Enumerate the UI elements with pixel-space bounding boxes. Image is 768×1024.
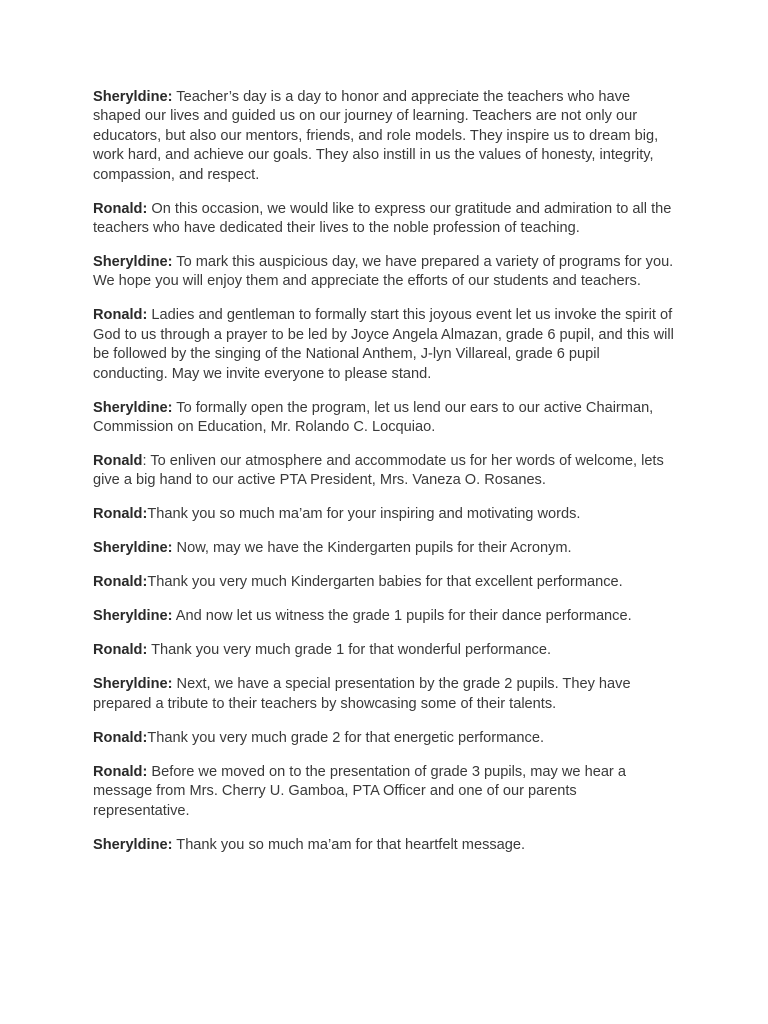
dialogue-paragraph [93, 573, 675, 592]
dialogue-text: Thank you so much ma’am for your inspiring and motivating words. [147, 506, 581, 523]
speaker-name: Sheryldine: [93, 608, 173, 625]
speaker-name: Ronald: [93, 763, 148, 780]
dialogue-paragraph [93, 88, 675, 185]
speaker-name: Sheryldine: [93, 254, 173, 271]
dialogue-text: Teacher’s day is a day to honor and appreciate the teachers who have shaped our lives and guided us on our journey of learning. Teachers are not only our educators, but also our mentors, friends, and role models. They inspire us to dream big, work hard, and achieve our goals. They also instill in us the values of honesty, integrity, compassion, and respect. [93, 89, 659, 183]
dialogue-paragraph [93, 539, 675, 558]
dialogue-text: Ladies and gentleman to formally start this joyous event let us invoke the spirit of God to us through a prayer to be led by Joyce Angela Almazan, grade 6 pupil, and this will be followed by the singing of the National Anthem, J-lyn Villareal, grade 6 pupil conducting. May we invite everyone to please stand. [93, 307, 674, 382]
speaker-name: Ronald: [93, 506, 148, 523]
dialogue-text: Thank you very much Kindergarten babies for that excellent performance. [147, 574, 623, 591]
speaker-name: Ronald: [93, 200, 148, 217]
speaker-name: Ronald: [93, 642, 148, 659]
dialogue-text: Thank you so much ma’am for that heartfelt message. [172, 836, 526, 853]
speaker-name: Sheryldine: [93, 676, 173, 693]
speaker-name: Ronald: [93, 574, 148, 591]
document-page [93, 88, 675, 870]
dialogue-paragraph [93, 607, 675, 626]
dialogue-paragraph [93, 306, 675, 384]
dialogue-text: And now let us witness the grade 1 pupils for their dance performance. [172, 608, 632, 625]
dialogue-paragraph [93, 729, 675, 748]
dialogue-paragraph [93, 452, 675, 491]
dialogue-paragraph [93, 836, 675, 855]
dialogue-paragraph [93, 253, 675, 292]
dialogue-text: Next, we have a special presentation by the grade 2 pupils. They have prepared a tribute to their teachers by showcasing some of their talents. [93, 676, 631, 712]
speaker-name: Sheryldine: [93, 89, 173, 105]
dialogue-paragraph [93, 763, 675, 821]
dialogue-text: Thank you very much grade 1 for that wonderful performance. [147, 642, 552, 659]
dialogue-paragraph [93, 675, 675, 714]
dialogue-text: On this occasion, we would like to express our gratitude and admiration to all the teachers who have dedicated their lives to the noble profession of teaching. [93, 200, 672, 237]
speaker-name: Ronald [93, 453, 143, 470]
speaker-name: Sheryldine: [93, 540, 173, 557]
speaker-name: Sheryldine: [93, 836, 173, 853]
speaker-name: Ronald: [93, 307, 148, 324]
dialogue-text: To mark this auspicious day, we have prepared a variety of programs for you. We hope you will enjoy them and appreciate the efforts of our students and teachers. [93, 254, 674, 290]
dialogue-paragraph [93, 505, 675, 524]
dialogue-paragraph [93, 641, 675, 660]
dialogue-text: To formally open the program, let us lend our ears to our active Chairman, Commission on Education, Mr. Rolando C. Locquiao. [93, 399, 654, 436]
dialogue-paragraph [93, 399, 675, 438]
dialogue-text: Thank you very much grade 2 for that energetic performance. [147, 729, 544, 746]
dialogue-paragraph [93, 200, 675, 239]
dialogue-text: Now, may we have the Kindergarten pupils for their Acronym. [172, 540, 572, 557]
speaker-name: Sheryldine: [93, 399, 173, 416]
speaker-name: Ronald: [93, 729, 148, 746]
dialogue-text: : To enliven our atmosphere and accommodate us for her words of welcome, lets give a big hand to our active PTA President, Mrs. Vaneza O. Rosanes. [93, 453, 664, 489]
dialogue-text: Before we moved on to the presentation of grade 3 pupils, may we hear a message from Mrs. Cherry U. Gamboa, PTA Officer and one of our parents representative. [93, 763, 626, 819]
